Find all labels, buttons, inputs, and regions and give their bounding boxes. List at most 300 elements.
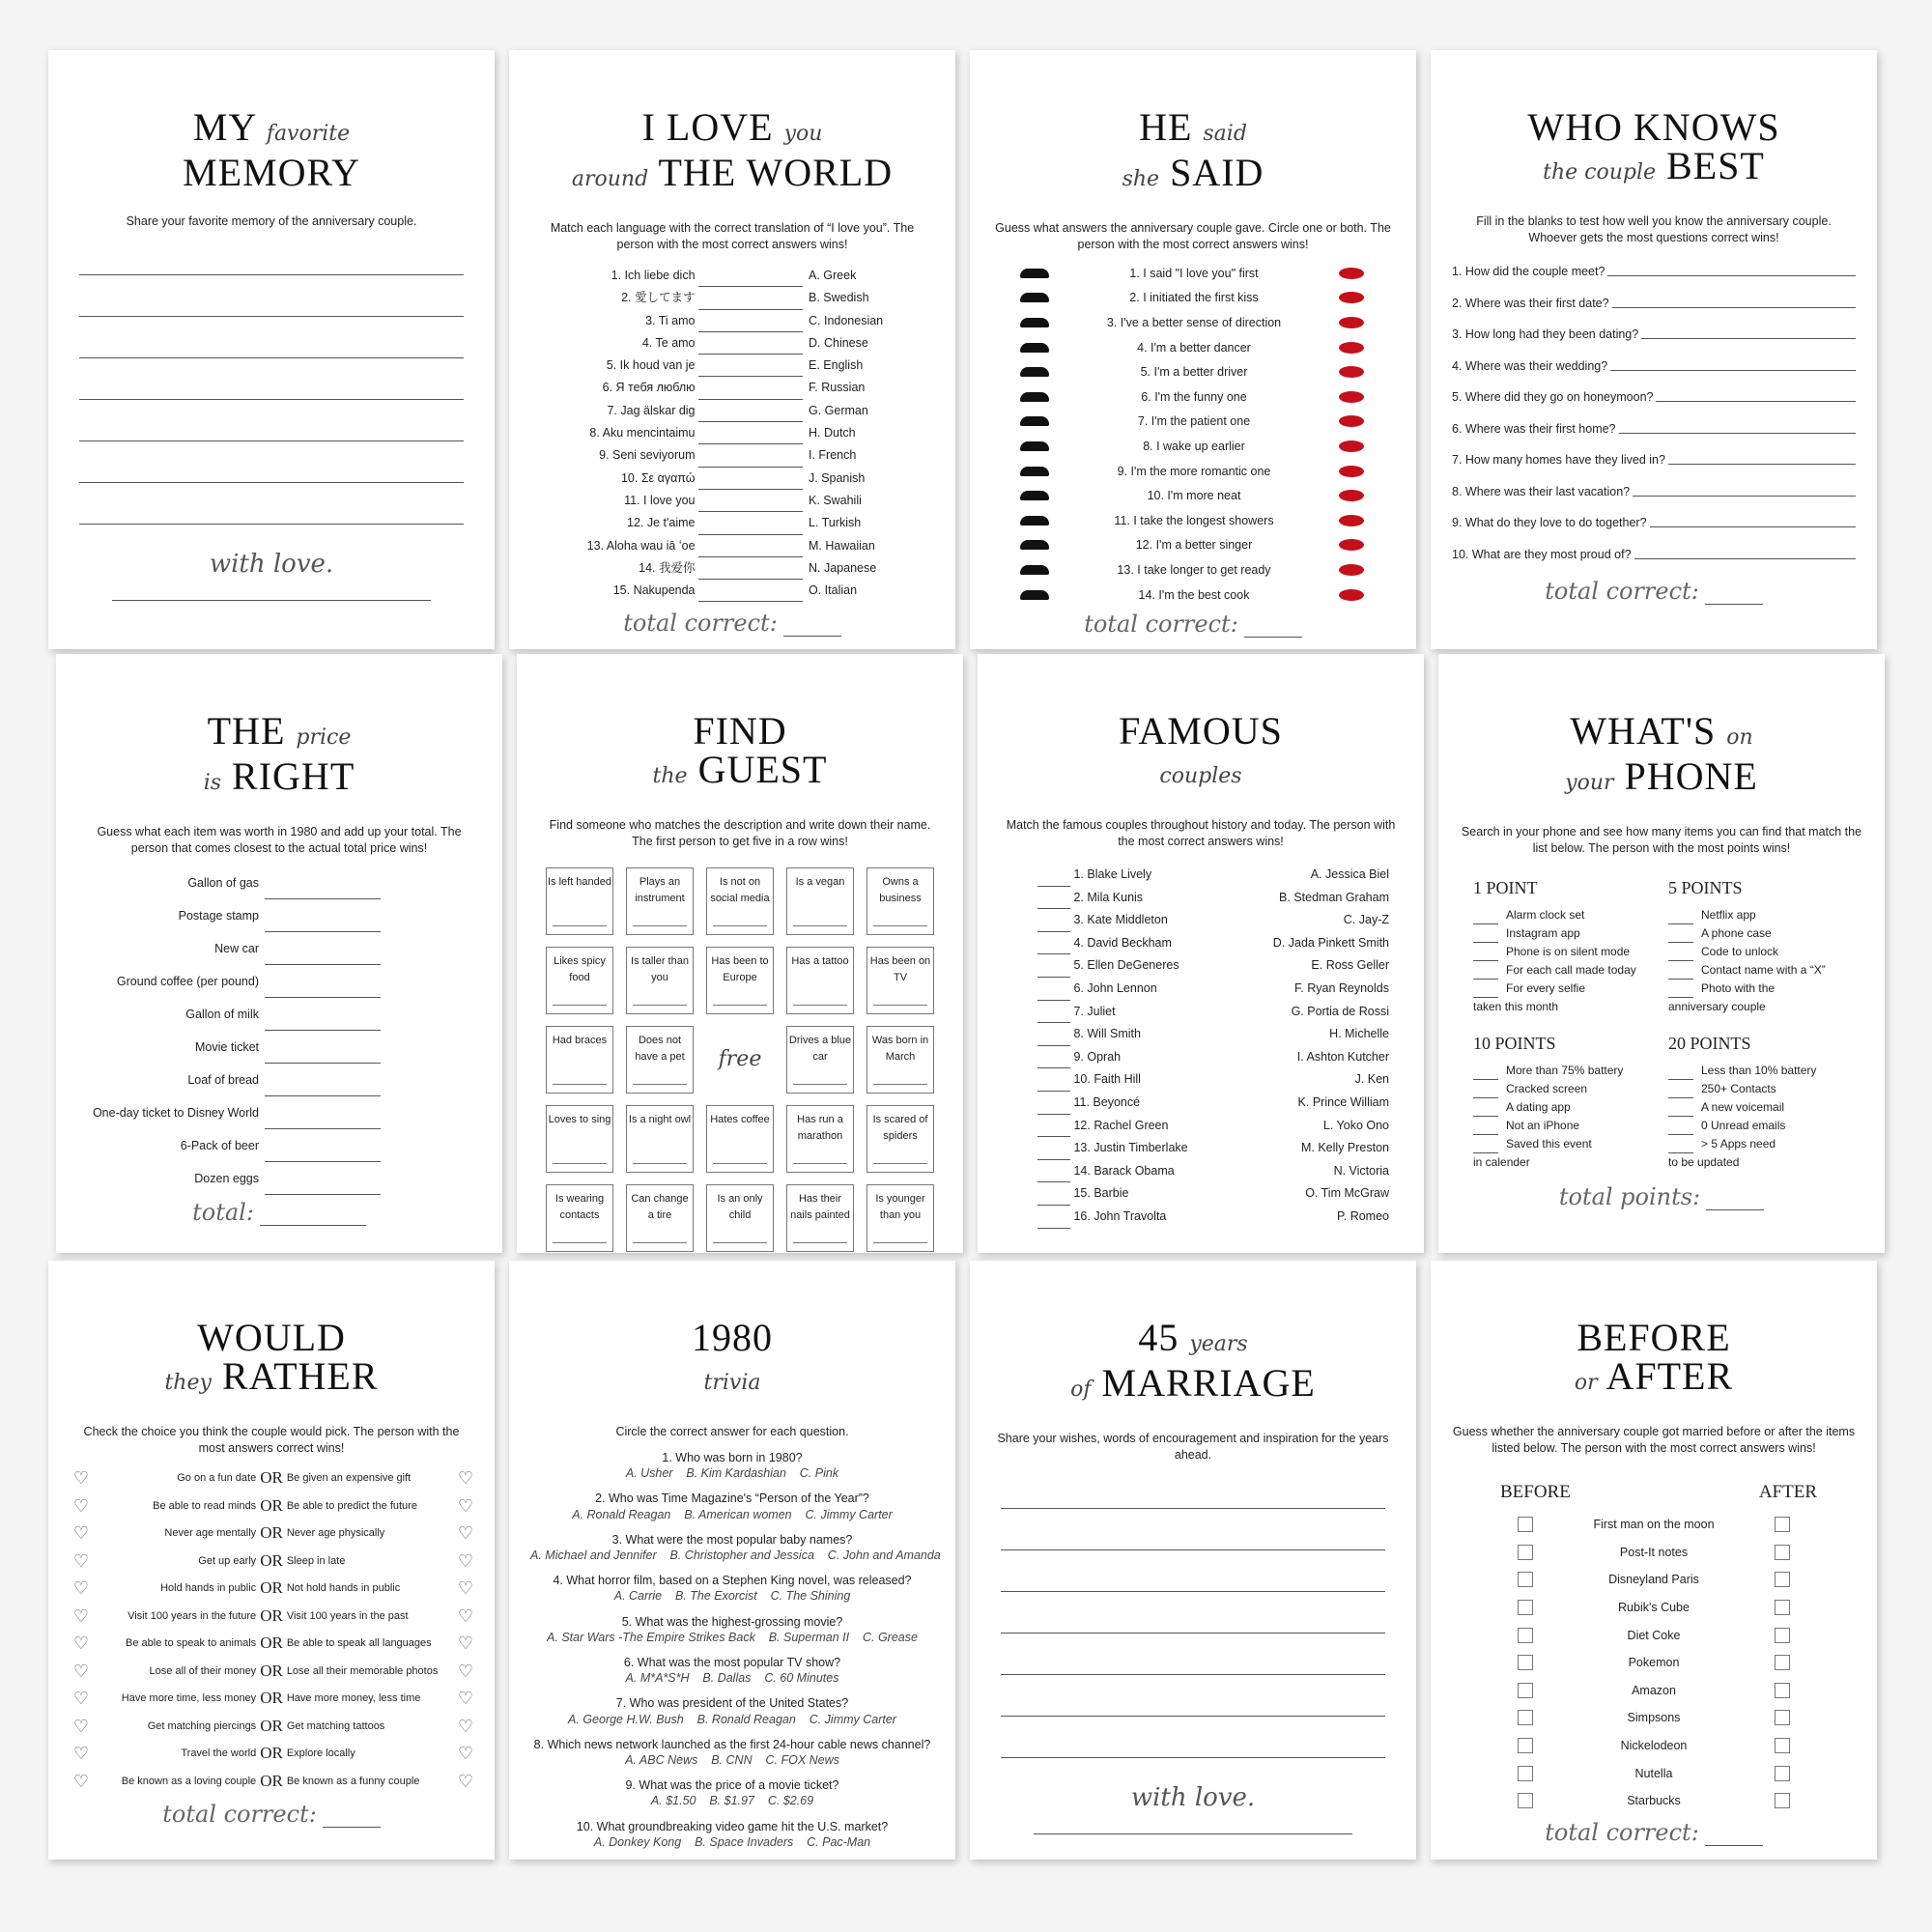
item-text: Diet Coke: [1627, 1628, 1681, 1642]
statement-text: 1. I said "I love you" first: [1129, 266, 1259, 280]
before-checkbox[interactable]: [1518, 1793, 1533, 1808]
item-text: Starbucks: [1627, 1794, 1681, 1808]
phone-item-text: 250+ Contacts: [1701, 1082, 1776, 1095]
phone-item: [1668, 998, 1863, 1016]
instructions: Guess whether the anniversary couple got married before or after the items listed below. The person with the most correct answers wins!: [1452, 1425, 1856, 1455]
mustache-icon[interactable]: [1020, 269, 1049, 278]
phone-item-text: Photo with the: [1701, 981, 1776, 995]
instructions: Fill in the blanks to test how well you know the anniversary couple. Whoever gets the most questions correct wins!: [1476, 214, 1832, 244]
answer-blank[interactable]: [1610, 351, 1856, 371]
person-name: 9. Oprah: [1073, 1049, 1122, 1064]
partner-option: M. Kelly Preston: [1300, 1141, 1389, 1155]
language-row: [530, 422, 803, 444]
bingo-cell[interactable]: Is wearing contacts: [546, 1184, 613, 1252]
lips-icon[interactable]: [1339, 415, 1364, 427]
item-name: One-day ticket to Disney World: [92, 1106, 259, 1120]
person-name: 12. Rachel Green: [1073, 1118, 1169, 1132]
translation-option: N. Japanese: [809, 560, 877, 575]
bingo-cell[interactable]: Is scared of spiders: [867, 1105, 934, 1173]
points-heading: 5 POINTS: [1668, 878, 1743, 897]
total-correct: total correct:: [1452, 578, 1856, 605]
phone-item: [1668, 943, 1863, 961]
bingo-cell[interactable]: Is not on social media: [706, 867, 774, 935]
bingo-cell[interactable]: Has been on TV: [867, 947, 934, 1014]
person-row: [1037, 1182, 1244, 1206]
after-checkbox[interactable]: [1775, 1545, 1790, 1560]
price-row: [77, 1129, 481, 1162]
trivia-question: 6. What was the most popular TV show?: [623, 1656, 841, 1670]
person-row: [1037, 887, 1244, 910]
language-row: [530, 332, 803, 355]
mustache-icon[interactable]: [1020, 392, 1049, 402]
or-label: OR: [260, 1523, 283, 1542]
item-text: Rubik's Cube: [1618, 1601, 1690, 1615]
question-row: [1452, 256, 1856, 288]
after-checkbox[interactable]: [1775, 1628, 1790, 1643]
partner-option: A. Jessica Biel: [1310, 867, 1389, 881]
heart-checkbox-icon[interactable]: ♡: [72, 1578, 90, 1598]
left-column: [1473, 870, 1668, 1172]
option-b: Be given an expensive gift: [286, 1472, 412, 1484]
answer-blank[interactable]: [1668, 444, 1856, 465]
trivia-options[interactable]: A. Ronald Reagan B. American women C. Jimmy Carter: [572, 1507, 893, 1521]
bingo-cell[interactable]: Has run a marathon: [786, 1105, 854, 1173]
person-name: 15. Barbie: [1073, 1186, 1129, 1201]
statement-text: 11. I take the longest showers: [1114, 513, 1274, 527]
language-text: 6. Я тебя люблю: [602, 381, 696, 395]
partner-option: E. Ross Geller: [1311, 958, 1389, 973]
question-row: [1452, 413, 1856, 445]
lips-icon[interactable]: [1339, 490, 1364, 501]
option-a: Go on a fun date: [177, 1472, 257, 1484]
phone-item: [1473, 906, 1668, 924]
mustache-icon[interactable]: [1020, 343, 1049, 353]
bingo-cell[interactable]: Likes spicy food: [546, 947, 613, 1014]
lips-icon[interactable]: [1339, 391, 1364, 403]
phone-item-text: Alarm clock set: [1506, 908, 1585, 922]
answer-blank[interactable]: [1641, 319, 1856, 339]
item-row: [1452, 1511, 1856, 1539]
item-name: Postage stamp: [178, 909, 259, 923]
bingo-cell[interactable]: Is taller than you: [626, 947, 694, 1014]
phone-item-text: Not an iPhone: [1506, 1119, 1580, 1132]
heart-checkbox-icon[interactable]: ♡: [457, 1744, 473, 1763]
before-checkbox[interactable]: [1518, 1655, 1533, 1670]
lips-icon[interactable]: [1339, 317, 1364, 328]
option-a: Get up early: [198, 1554, 257, 1567]
phone-item: [1473, 980, 1668, 998]
instructions: Share your wishes, words of encouragement and inspiration for the years ahead.: [997, 1432, 1389, 1462]
person-name: 2. Mila Kunis: [1073, 890, 1144, 904]
answer-blank[interactable]: [1656, 382, 1856, 402]
mustache-icon[interactable]: [1020, 590, 1049, 600]
before-checkbox[interactable]: [1518, 1572, 1533, 1587]
bingo-cell[interactable]: Has their nails painted: [786, 1184, 854, 1252]
trivia-question: 7. Who was president of the United States?: [615, 1696, 849, 1711]
translation-option: C. Indonesian: [809, 313, 884, 327]
language-column: [530, 265, 809, 602]
mustache-icon[interactable]: [1020, 293, 1049, 302]
mustache-icon[interactable]: [1020, 565, 1049, 575]
question-text: 8. Where was their last vacation?: [1452, 484, 1631, 498]
heart-checkbox-icon[interactable]: ♡: [72, 1634, 90, 1653]
answer-blank[interactable]: [1607, 256, 1856, 276]
language-row: [530, 512, 803, 534]
total: total:: [77, 1199, 481, 1226]
heart-checkbox-icon[interactable]: ♡: [457, 1523, 473, 1543]
answer-blank[interactable]: [265, 1194, 381, 1195]
question-row: [1452, 351, 1856, 383]
after-checkbox[interactable]: [1775, 1793, 1790, 1808]
after-checkbox[interactable]: [1775, 1517, 1790, 1532]
statement-row: [991, 582, 1395, 608]
lips-icon[interactable]: [1339, 292, 1364, 303]
choice-row: [70, 1630, 473, 1658]
phone-item-text: For every selfie: [1506, 981, 1586, 995]
heart-checkbox-icon[interactable]: ♡: [72, 1468, 90, 1488]
mustache-icon[interactable]: [1020, 467, 1049, 476]
phone-item-text: For each call made today: [1506, 963, 1636, 977]
option-a: Never age mentally: [164, 1527, 257, 1539]
bingo-cell[interactable]: Has a tattoo: [786, 947, 854, 1014]
heart-checkbox-icon[interactable]: ♡: [457, 1495, 473, 1516]
heart-checkbox-icon[interactable]: ♡: [457, 1771, 473, 1791]
or-label: OR: [260, 1550, 283, 1570]
heart-checkbox-icon[interactable]: ♡: [457, 1634, 473, 1653]
price-row: [77, 1162, 481, 1195]
price-row: [77, 932, 481, 965]
person-name: 3. Kate Middleton: [1073, 913, 1168, 927]
partner-option: B. Stedman Graham: [1279, 890, 1389, 904]
before-checkbox[interactable]: [1518, 1545, 1533, 1560]
total-points: total points:: [1460, 1183, 1863, 1210]
bingo-cell[interactable]: Owns a business: [867, 867, 934, 935]
person-row: [1037, 1206, 1244, 1229]
answer-blank[interactable]: [1634, 539, 1856, 559]
mustache-icon[interactable]: [1020, 540, 1049, 550]
bingo-cell[interactable]: Is a night owl: [626, 1105, 694, 1173]
statement-text: 7. I'm the patient one: [1137, 414, 1251, 429]
answer-blank[interactable]: [1633, 476, 1856, 497]
after-checkbox[interactable]: [1775, 1766, 1790, 1781]
partner-option: C. Jay-Z: [1343, 913, 1389, 927]
instructions: Check the choice you think the couple would pick. The person with the most answers correct wins!: [83, 1425, 460, 1455]
trivia-questions: [530, 1450, 941, 1850]
trivia-question: 2. Who was Time Magazine's “Person of the Year”?: [595, 1492, 869, 1506]
bingo-cell[interactable]: Is an only child: [706, 1184, 774, 1252]
lips-icon[interactable]: [1339, 342, 1364, 354]
answer-blank[interactable]: [698, 601, 803, 602]
question-text: 6. Where was their first home?: [1452, 421, 1616, 436]
phone-item-text: to be updated: [1668, 1155, 1740, 1169]
language-row: [530, 535, 803, 557]
item-text: First man on the moon: [1593, 1518, 1715, 1532]
choice-row: [70, 1575, 473, 1603]
phone-item: [1668, 961, 1863, 980]
statement-text: 6. I'm the funny one: [1141, 389, 1247, 404]
before-checkbox[interactable]: [1518, 1766, 1533, 1781]
writing-lines: [991, 1467, 1395, 1758]
phone-item: [1668, 980, 1863, 998]
item-text: Nickelodeon: [1620, 1739, 1688, 1753]
translation-option: H. Dutch: [809, 426, 856, 440]
statement-row: [991, 557, 1395, 582]
language-text: 15. Nakupenda: [612, 583, 696, 598]
bingo-cell[interactable]: Does not have a pet: [626, 1026, 694, 1094]
or-label: OR: [260, 1578, 283, 1597]
item-row: [1452, 1759, 1856, 1787]
heart-checkbox-icon[interactable]: ♡: [457, 1605, 473, 1626]
points-heading: 20 POINTS: [1668, 1034, 1751, 1053]
phone-item-text: Code to unlock: [1701, 945, 1779, 958]
trivia-options[interactable]: A. M*A*S*H B. Dallas C. 60 Minutes: [625, 1671, 839, 1686]
choice-row: [70, 1740, 473, 1768]
question-text: 4. Where was their wedding?: [1452, 358, 1608, 373]
language-match-list: [530, 265, 934, 602]
translation-option: I. French: [809, 448, 857, 463]
answer-blank[interactable]: [1037, 1228, 1070, 1229]
phone-item-text: Cracked screen: [1506, 1082, 1588, 1095]
after-checkbox[interactable]: [1775, 1710, 1790, 1725]
heart-checkbox-icon[interactable]: ♡: [72, 1771, 90, 1791]
item-name: 6-Pack of beer: [180, 1139, 259, 1152]
mustache-icon[interactable]: [1020, 416, 1049, 426]
language-text: 7. Jag älskar dig: [607, 403, 696, 417]
person-name: 6. John Lennon: [1073, 980, 1157, 995]
bingo-cell[interactable]: Drives a blue car: [786, 1026, 854, 1094]
price-list: [77, 867, 481, 1195]
card-i-love-you-around-the-world: [509, 50, 955, 649]
partner-option: J. Ken: [1354, 1072, 1389, 1087]
after-checkbox[interactable]: [1775, 1738, 1790, 1753]
person-row: [1037, 954, 1244, 978]
answer-blank[interactable]: [1619, 413, 1856, 434]
lips-icon[interactable]: [1339, 440, 1364, 452]
points-heading: 1 POINT: [1473, 878, 1538, 897]
bingo-cell[interactable]: Had braces: [546, 1026, 613, 1094]
question-text: 3. How long had they been dating?: [1452, 327, 1639, 341]
option-b: Have more money, less time: [286, 1692, 421, 1704]
trivia-question: 8. Which news network launched as the first 24-hour cable news channel?: [533, 1737, 931, 1751]
phone-item-text: Instagram app: [1506, 926, 1580, 940]
item-row: [1452, 1649, 1856, 1677]
statement-text: 12. I'm a better singer: [1135, 538, 1253, 553]
option-b: Be able to speak all languages: [286, 1637, 432, 1649]
item-text: Nutella: [1634, 1766, 1673, 1780]
before-checkbox[interactable]: [1518, 1738, 1533, 1753]
option-b: Not hold hands in public: [286, 1582, 401, 1594]
lips-icon[interactable]: [1339, 366, 1364, 378]
phone-item-text: in calender: [1473, 1155, 1530, 1169]
phone-item-text: anniversary couple: [1668, 1000, 1766, 1013]
language-text: 14. 我爱你: [639, 560, 696, 575]
phone-item-text: taken this month: [1473, 1000, 1559, 1013]
before-header: BEFORE: [1500, 1482, 1571, 1502]
person-row: [1037, 1115, 1244, 1138]
question-text: 5. Where did they go on honeymoon?: [1452, 390, 1654, 404]
person-row: [1037, 978, 1244, 1001]
translation-option: G. German: [809, 403, 868, 417]
partner-option: H. Michelle: [1329, 1027, 1389, 1041]
item-name: New car: [214, 942, 259, 955]
before-checkbox[interactable]: [1518, 1683, 1533, 1698]
language-row: [530, 310, 803, 332]
bingo-cell[interactable]: Hates coffee: [706, 1105, 774, 1173]
item-name: Gallon of milk: [185, 1008, 259, 1021]
card-my-favorite-memory: [48, 50, 495, 649]
person-row: [1037, 1046, 1244, 1069]
before-checkbox[interactable]: [1518, 1600, 1533, 1615]
person-row: [1037, 1001, 1244, 1024]
person-name: 11. Beyoncé: [1073, 1094, 1141, 1109]
language-text: 13. Aloha wau iā ʻoe: [586, 538, 696, 553]
lips-icon[interactable]: [1339, 515, 1364, 526]
bingo-cell[interactable]: Can change a tire: [626, 1184, 694, 1252]
question-text: 7. How many homes have they lived in?: [1452, 453, 1665, 467]
translation-option: J. Spanish: [809, 470, 866, 485]
partner-option: L. Yoko Ono: [1322, 1118, 1389, 1132]
language-row: [530, 265, 803, 287]
bingo-cell[interactable]: Was born in March: [867, 1026, 934, 1094]
heart-checkbox-icon[interactable]: ♡: [72, 1689, 90, 1708]
after-checkbox[interactable]: [1775, 1600, 1790, 1615]
phone-item-text: More than 75% battery: [1506, 1064, 1624, 1077]
heart-checkbox-icon[interactable]: ♡: [457, 1716, 473, 1736]
language-text: 1. Ich liebe dich: [611, 269, 696, 282]
trivia-options[interactable]: A. Michael and Jennifer B. Christopher and Jessica C. John and Amanda: [530, 1548, 941, 1563]
partner-option: G. Portia de Rossi: [1291, 1004, 1389, 1018]
or-label: OR: [260, 1634, 283, 1652]
option-b: Lose all their memorable photos: [286, 1664, 439, 1677]
total-correct: total correct:: [991, 611, 1395, 638]
choice-row: [70, 1548, 473, 1576]
mustache-icon[interactable]: [1020, 318, 1049, 327]
after-checkbox[interactable]: [1775, 1572, 1790, 1587]
signature-line: [112, 600, 431, 601]
right-column: [1668, 870, 1863, 1172]
footer-with-love: with love.: [209, 550, 334, 579]
heart-checkbox-icon[interactable]: ♡: [72, 1495, 90, 1516]
bingo-cell[interactable]: Loves to sing: [546, 1105, 613, 1173]
before-after-list: [1452, 1511, 1856, 1815]
after-checkbox[interactable]: [1775, 1655, 1790, 1670]
mustache-icon[interactable]: [1020, 441, 1049, 451]
trivia-question: 10. What groundbreaking video game hit the U.S. market?: [576, 1819, 889, 1833]
heart-checkbox-icon[interactable]: ♡: [72, 1523, 90, 1543]
option-b: Never age physically: [286, 1527, 385, 1539]
translation-option: A. Greek: [809, 269, 857, 282]
item-row: [1452, 1704, 1856, 1732]
language-row: [530, 490, 803, 512]
bingo-cell[interactable]: Is left handed: [546, 867, 613, 935]
price-row: [77, 899, 481, 932]
person-row: [1037, 909, 1244, 932]
heart-checkbox-icon[interactable]: ♡: [457, 1689, 473, 1708]
card-the-price-is-right: [56, 654, 502, 1253]
item-text: Simpsons: [1627, 1711, 1681, 1725]
trivia-options[interactable]: A. ABC News B. CNN C. FOX News: [625, 1753, 839, 1768]
phone-item-text: A dating app: [1506, 1100, 1571, 1114]
statement-text: 3. I've a better sense of direction: [1106, 315, 1282, 329]
card-would-they-rather: [48, 1261, 495, 1860]
bingo-cell[interactable]: Plays an instrument: [626, 867, 694, 935]
question-text: 10. What are they most proud of?: [1452, 547, 1632, 561]
after-checkbox[interactable]: [1775, 1683, 1790, 1698]
answer-blank[interactable]: [1612, 288, 1856, 308]
or-label: OR: [260, 1744, 283, 1762]
mustache-icon[interactable]: [1020, 516, 1049, 526]
total-correct: total correct:: [70, 1801, 473, 1828]
option-a: Travel the world: [181, 1747, 257, 1759]
lips-icon[interactable]: [1339, 268, 1364, 279]
phone-item: [1473, 1135, 1668, 1153]
mustache-icon[interactable]: [1020, 491, 1049, 500]
mustache-icon[interactable]: [1020, 367, 1049, 377]
phone-item: [1473, 961, 1668, 980]
lips-icon[interactable]: [1339, 589, 1364, 601]
trivia-options[interactable]: A. Carrie B. The Exorcist C. The Shining: [613, 1589, 851, 1604]
heart-checkbox-icon[interactable]: ♡: [72, 1716, 90, 1736]
language-row: [530, 468, 803, 490]
item-row: [1452, 1566, 1856, 1594]
instructions: Guess what each item was worth in 1980 and add up your total. The person that comes closest to the actual total price wins!: [97, 825, 462, 855]
phone-item: [1473, 998, 1668, 1016]
statement-text: 14. I'm the best cook: [1138, 587, 1250, 602]
person-column: [999, 864, 1244, 1229]
person-row: [1037, 1023, 1244, 1046]
phone-item: [1668, 1080, 1863, 1098]
trivia-options[interactable]: A. Star Wars -The Empire Strikes Back B. Superman II C. Grease: [547, 1630, 918, 1644]
heart-checkbox-icon[interactable]: ♡: [457, 1550, 473, 1571]
partner-option: N. Victoria: [1333, 1163, 1389, 1178]
trivia-options[interactable]: A. $1.50 B. $1.97 C. $2.69: [650, 1794, 814, 1808]
before-checkbox[interactable]: [1518, 1517, 1533, 1532]
trivia-options[interactable]: A. Donkey Kong B. Space Invaders C. Pac-Man: [593, 1834, 871, 1849]
lips-icon[interactable]: [1339, 539, 1364, 551]
translation-column: [809, 265, 934, 602]
before-checkbox[interactable]: [1518, 1710, 1533, 1725]
item-text: Post-It notes: [1619, 1545, 1689, 1559]
trivia-options[interactable]: A. George H.W. Bush B. Ronald Reagan C. Jimmy Carter: [568, 1712, 896, 1726]
heart-checkbox-icon[interactable]: ♡: [457, 1661, 473, 1681]
answer-blank[interactable]: [1650, 507, 1856, 527]
heart-checkbox-icon[interactable]: ♡: [72, 1605, 90, 1626]
lips-icon[interactable]: [1339, 564, 1364, 576]
person-name: 5. Ellen DeGeneres: [1073, 958, 1179, 973]
language-text: 9. Seni seviyorum: [599, 448, 696, 463]
phone-item-text: Less than 10% battery: [1701, 1064, 1817, 1077]
statement-row: [991, 286, 1395, 311]
item-text: Disneyland Paris: [1608, 1573, 1699, 1587]
bingo-cell[interactable]: Has been to Europe: [706, 947, 774, 1014]
would-rather-list: [70, 1464, 473, 1795]
before-checkbox[interactable]: [1518, 1628, 1533, 1643]
language-row: [530, 400, 803, 422]
card-who-knows-the-couple-best: [1431, 50, 1877, 649]
item-name: Ground coffee (per pound): [116, 975, 259, 988]
or-label: OR: [260, 1716, 283, 1735]
heart-checkbox-icon[interactable]: ♡: [72, 1550, 90, 1571]
bingo-cell[interactable]: Is a vegan: [786, 867, 854, 935]
heart-checkbox-icon[interactable]: ♡: [457, 1468, 473, 1488]
lips-icon[interactable]: [1339, 466, 1364, 477]
bingo-cell[interactable]: Is younger than you: [867, 1184, 934, 1252]
heart-checkbox-icon[interactable]: ♡: [457, 1578, 473, 1598]
phone-item: [1473, 1153, 1668, 1172]
heart-checkbox-icon[interactable]: ♡: [72, 1744, 90, 1763]
heart-checkbox-icon[interactable]: ♡: [72, 1661, 90, 1681]
trivia-options[interactable]: A. Usher B. Kim Kardashian C. Pink: [625, 1466, 839, 1481]
